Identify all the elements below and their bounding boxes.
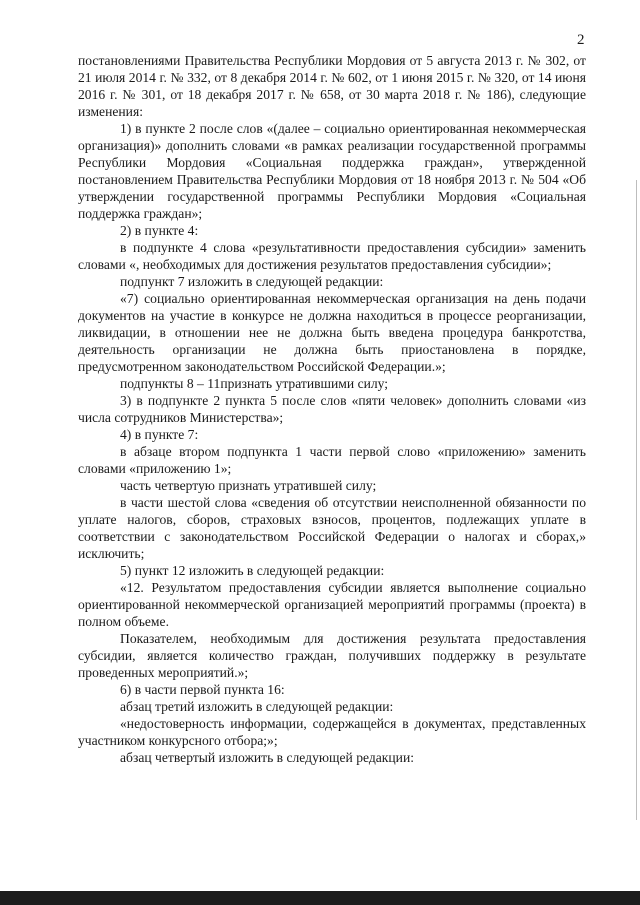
paragraph: часть четвертую признать утратившей силу; <box>120 478 377 493</box>
paragraph: 4) в пункте 7: <box>120 427 199 442</box>
paragraph: постановлениями Правительства Республики Мордовия от 5 августа 2013 г. № 302, от 21 июля 2014 г. № 332, от 8 декабря 2014 г. № 602, от 1 июня 2015 г. № 320, от 14 июня 2016 г. № 301, от 18 декабря 2017 г. № 658, от 30 марта 2018 г. № 186), следующие изменения: <box>78 53 586 119</box>
paragraph: в абзаце втором подпункта 1 части первой слово «приложению» заменить словами «приложению 1»; <box>78 444 586 476</box>
page-number: 2 <box>577 32 585 48</box>
paragraph: в подпункте 4 слова «результативности предоставления субсидии» заменить словами «, необходимых для достижения результатов предоставления субсидии»; <box>78 240 586 272</box>
paragraph: «недостоверность информации, содержащейся в документах, представленных участником конкурсного отбора;»; <box>78 716 586 748</box>
paragraph: в части шестой слова «сведения об отсутствии неисполненной обязанности по уплате налогов, сборов, страховых взносов, процентов, подлежащих уплате в соответствии с законодательством Российской Федерации о налогах и сборах,» исключить; <box>78 495 586 561</box>
paragraph: абзац четвертый изложить в следующей редакции: <box>120 750 415 765</box>
paragraph: подпункты 8 – 11признать утратившими силу; <box>120 376 389 391</box>
document-body <box>78 52 586 766</box>
scan-edge-line <box>636 180 637 820</box>
paragraph: «12. Результатом предоставления субсидии является выполнение социально ориентированной некоммерческой организацией мероприятий программы (проекта) в полном объеме. <box>78 580 586 629</box>
paragraph: 1) в пункте 2 после слов «(далее – социально ориентированная некоммерческая организация)» дополнить словами «в рамках реализации государственной программы Республики Мордовия «Социальная поддержка граждан», утвержденной постановлением Правительства Республики Мордовия от 18 ноября 2013 г. № 504 «Об утверждении государственной программы Республики Мордовия «Социальная поддержка граждан»; <box>78 121 586 221</box>
paragraph: 5) пункт 12 изложить в следующей редакции: <box>120 563 385 578</box>
paragraph: 3) в подпункте 2 пункта 5 после слов «пяти человек» дополнить словами «из числа сотрудников Министерства»; <box>78 393 586 425</box>
paragraph: Показателем, необходимым для достижения результата предоставления субсидии, является количество граждан, получивших поддержку в результате проведенных мероприятий.»; <box>78 631 586 680</box>
paragraph: 6) в части первой пункта 16: <box>120 682 285 697</box>
paragraph: 2) в пункте 4: <box>120 223 199 238</box>
paragraph: абзац третий изложить в следующей редакции: <box>120 699 394 714</box>
paragraph: «7) социально ориентированная некоммерческая организация на день подачи документов на участие в конкурсе не должна находиться в процессе реорганизации, ликвидации, в отношении нее не должна быть введена процедура банкротства, деятельность организации не должна быть приостановлена в порядке, предусмотренном законодательством Российской Федерации.»; <box>78 291 586 374</box>
scan-bottom-bar <box>0 891 640 905</box>
paragraph: подпункт 7 изложить в следующей редакции: <box>120 274 384 289</box>
